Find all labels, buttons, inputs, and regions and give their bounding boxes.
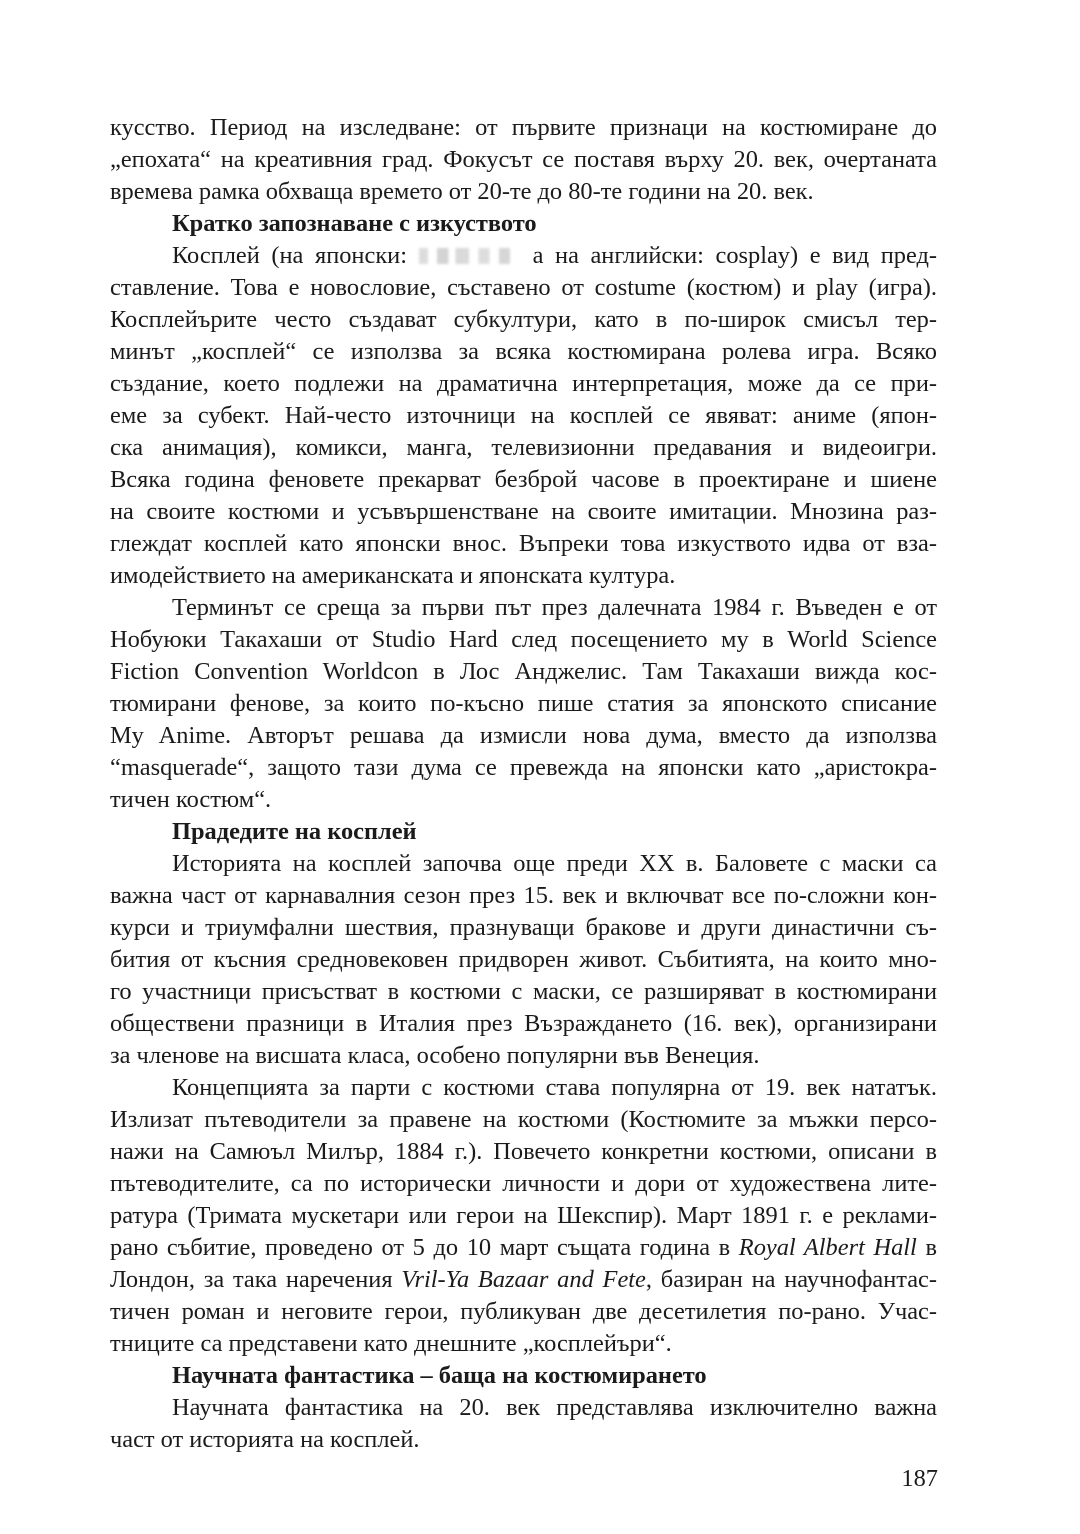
text-line: създание, което подлежи на драматична интерпретация, може да се при-	[110, 370, 937, 397]
text-line: Терминът се среща за първи път през далечната 1984 г. Въведен е от	[172, 594, 937, 621]
text-line: на своите костюми и усъвършенстване на своите имитации. Мнозина раз-	[110, 498, 937, 525]
section-heading: Прадедите на косплей	[172, 818, 417, 845]
text-line: тниците са представени като днешните „косплейъри“.	[110, 1330, 672, 1357]
paragraph-history	[110, 848, 937, 1072]
text-line: Косплей (на японски: а на английски: cosplay) е вид пред-	[172, 242, 937, 269]
text-line: тичен роман и неговите герои, публикуван две десетилетия по-рано. Учас-	[110, 1298, 937, 1325]
paragraph-costume-parties	[110, 1072, 937, 1360]
text-line: нажи на Самюъл Милър, 1884 г.). Повечето конкретни костюми, описани в	[110, 1138, 937, 1165]
text-line: го участници присъстват в костюми с маски, се разширяват в костюмирани	[110, 978, 937, 1005]
text-line: Историята на косплей започва още преди XX в. Баловете с маски са	[172, 850, 937, 877]
text-line: бития от късния средновековен придворен живот. Събитията, на които мно-	[110, 946, 937, 973]
italic-event-name: Vril-Ya Bazaar and Fete	[401, 1266, 646, 1293]
paragraph-science-fiction	[110, 1392, 937, 1456]
text-line: времева рамка обхваща времето от 20-те до 80-те години на 20. век.	[110, 178, 814, 205]
text-line: обществени празници в Италия през Възраждането (16. век), организирани	[110, 1010, 937, 1037]
text-line: ратура (Тримата мускетари или герои на Шекспир). Март 1891 г. е реклами-	[110, 1202, 937, 1229]
text-line: кусство. Период на изследване: от първите признаци на костюмиране до	[110, 114, 937, 141]
text-line: „епохата“ на креативния град. Фокусът се поставя върху 20. век, очертаната	[110, 146, 937, 173]
text-line: Косплейърите често създават субкултури, като в по-широк смисъл тер-	[110, 306, 937, 333]
text-line: за членове на висшата класа, особено популярни във Венеция.	[110, 1042, 760, 1069]
text-line: Нобуюки Такахаши от Studio Hard след посещението му в World Science	[110, 626, 937, 653]
text-line: ставление. Това е новословие, съставено от costume (костюм) и play (игра).	[110, 274, 937, 301]
blurred-japanese-text	[419, 248, 533, 264]
section-heading: Научната фантастика – баща на костюмирането	[172, 1362, 707, 1389]
text-line: Всяка година феновете прекарват безброй часове в проектиране и шиене	[110, 466, 937, 493]
text-line: My Anime. Авторът решава да измисли нова дума, вместо да използва	[110, 722, 937, 749]
text-line: еме за субект. Най-често източници на косплей се явяват: аниме (япон-	[110, 402, 937, 429]
text-line: важна част от карнавалния сезон през 15. век и включват все по-сложни кон-	[110, 882, 937, 909]
text-line: Лондон, за така наречения Vril-Ya Bazaar and Fete, базиран на научнофантас-	[110, 1266, 937, 1293]
paragraph-cosplay-definition	[110, 240, 937, 592]
text-line: пътеводителите, са по исторически личности и дори от художествена лите-	[110, 1170, 937, 1197]
text-line: “masquerade“, защото тази дума се превежда на японски като „аристокра-	[110, 754, 937, 781]
text-line: Fiction Convention Worldcon в Лос Анджелис. Там Такахаши вижда кос-	[110, 658, 937, 685]
paragraph-term-origin	[110, 592, 937, 816]
text-line: рано събитие, проведено от 5 до 10 март същата година в Royal Albert Hall в	[110, 1234, 937, 1261]
paragraph-intro	[110, 112, 937, 208]
text-line: Концепцията за парти с костюми става популярна от 19. век нататък.	[172, 1074, 937, 1101]
text-line: глеждат косплей като японски внос. Въпреки това изкуството идва от вза-	[110, 530, 937, 557]
text-line: част от историята на косплей.	[110, 1426, 420, 1453]
page-number: 187	[901, 1465, 938, 1492]
text-line: ска анимация), комикси, манга, телевизионни предавания и видеоигри.	[110, 434, 937, 461]
section-heading: Кратко запознаване с изкуството	[172, 210, 537, 237]
text-line: имодействието на американската и японската култура.	[110, 562, 676, 589]
italic-venue: Royal Albert Hall	[738, 1234, 917, 1261]
text-line: тичен костюм“.	[110, 786, 272, 813]
text-line: Научната фантастика на 20. век представлява изключително важна	[172, 1394, 937, 1421]
text-line: Излизат пътеводители за правене на костюми (Костюмите за мъжки персо-	[110, 1106, 937, 1133]
body-text	[110, 112, 937, 1456]
text-line: тюмирани фенове, за които по-късно пише статия за японското списание	[110, 690, 937, 717]
text-line: курси и триумфални шествия, празнуващи бракове и други династични съ-	[110, 914, 937, 941]
text-line: минът „косплей“ се използва за всяка костюмирана ролева игра. Всяко	[110, 338, 937, 365]
